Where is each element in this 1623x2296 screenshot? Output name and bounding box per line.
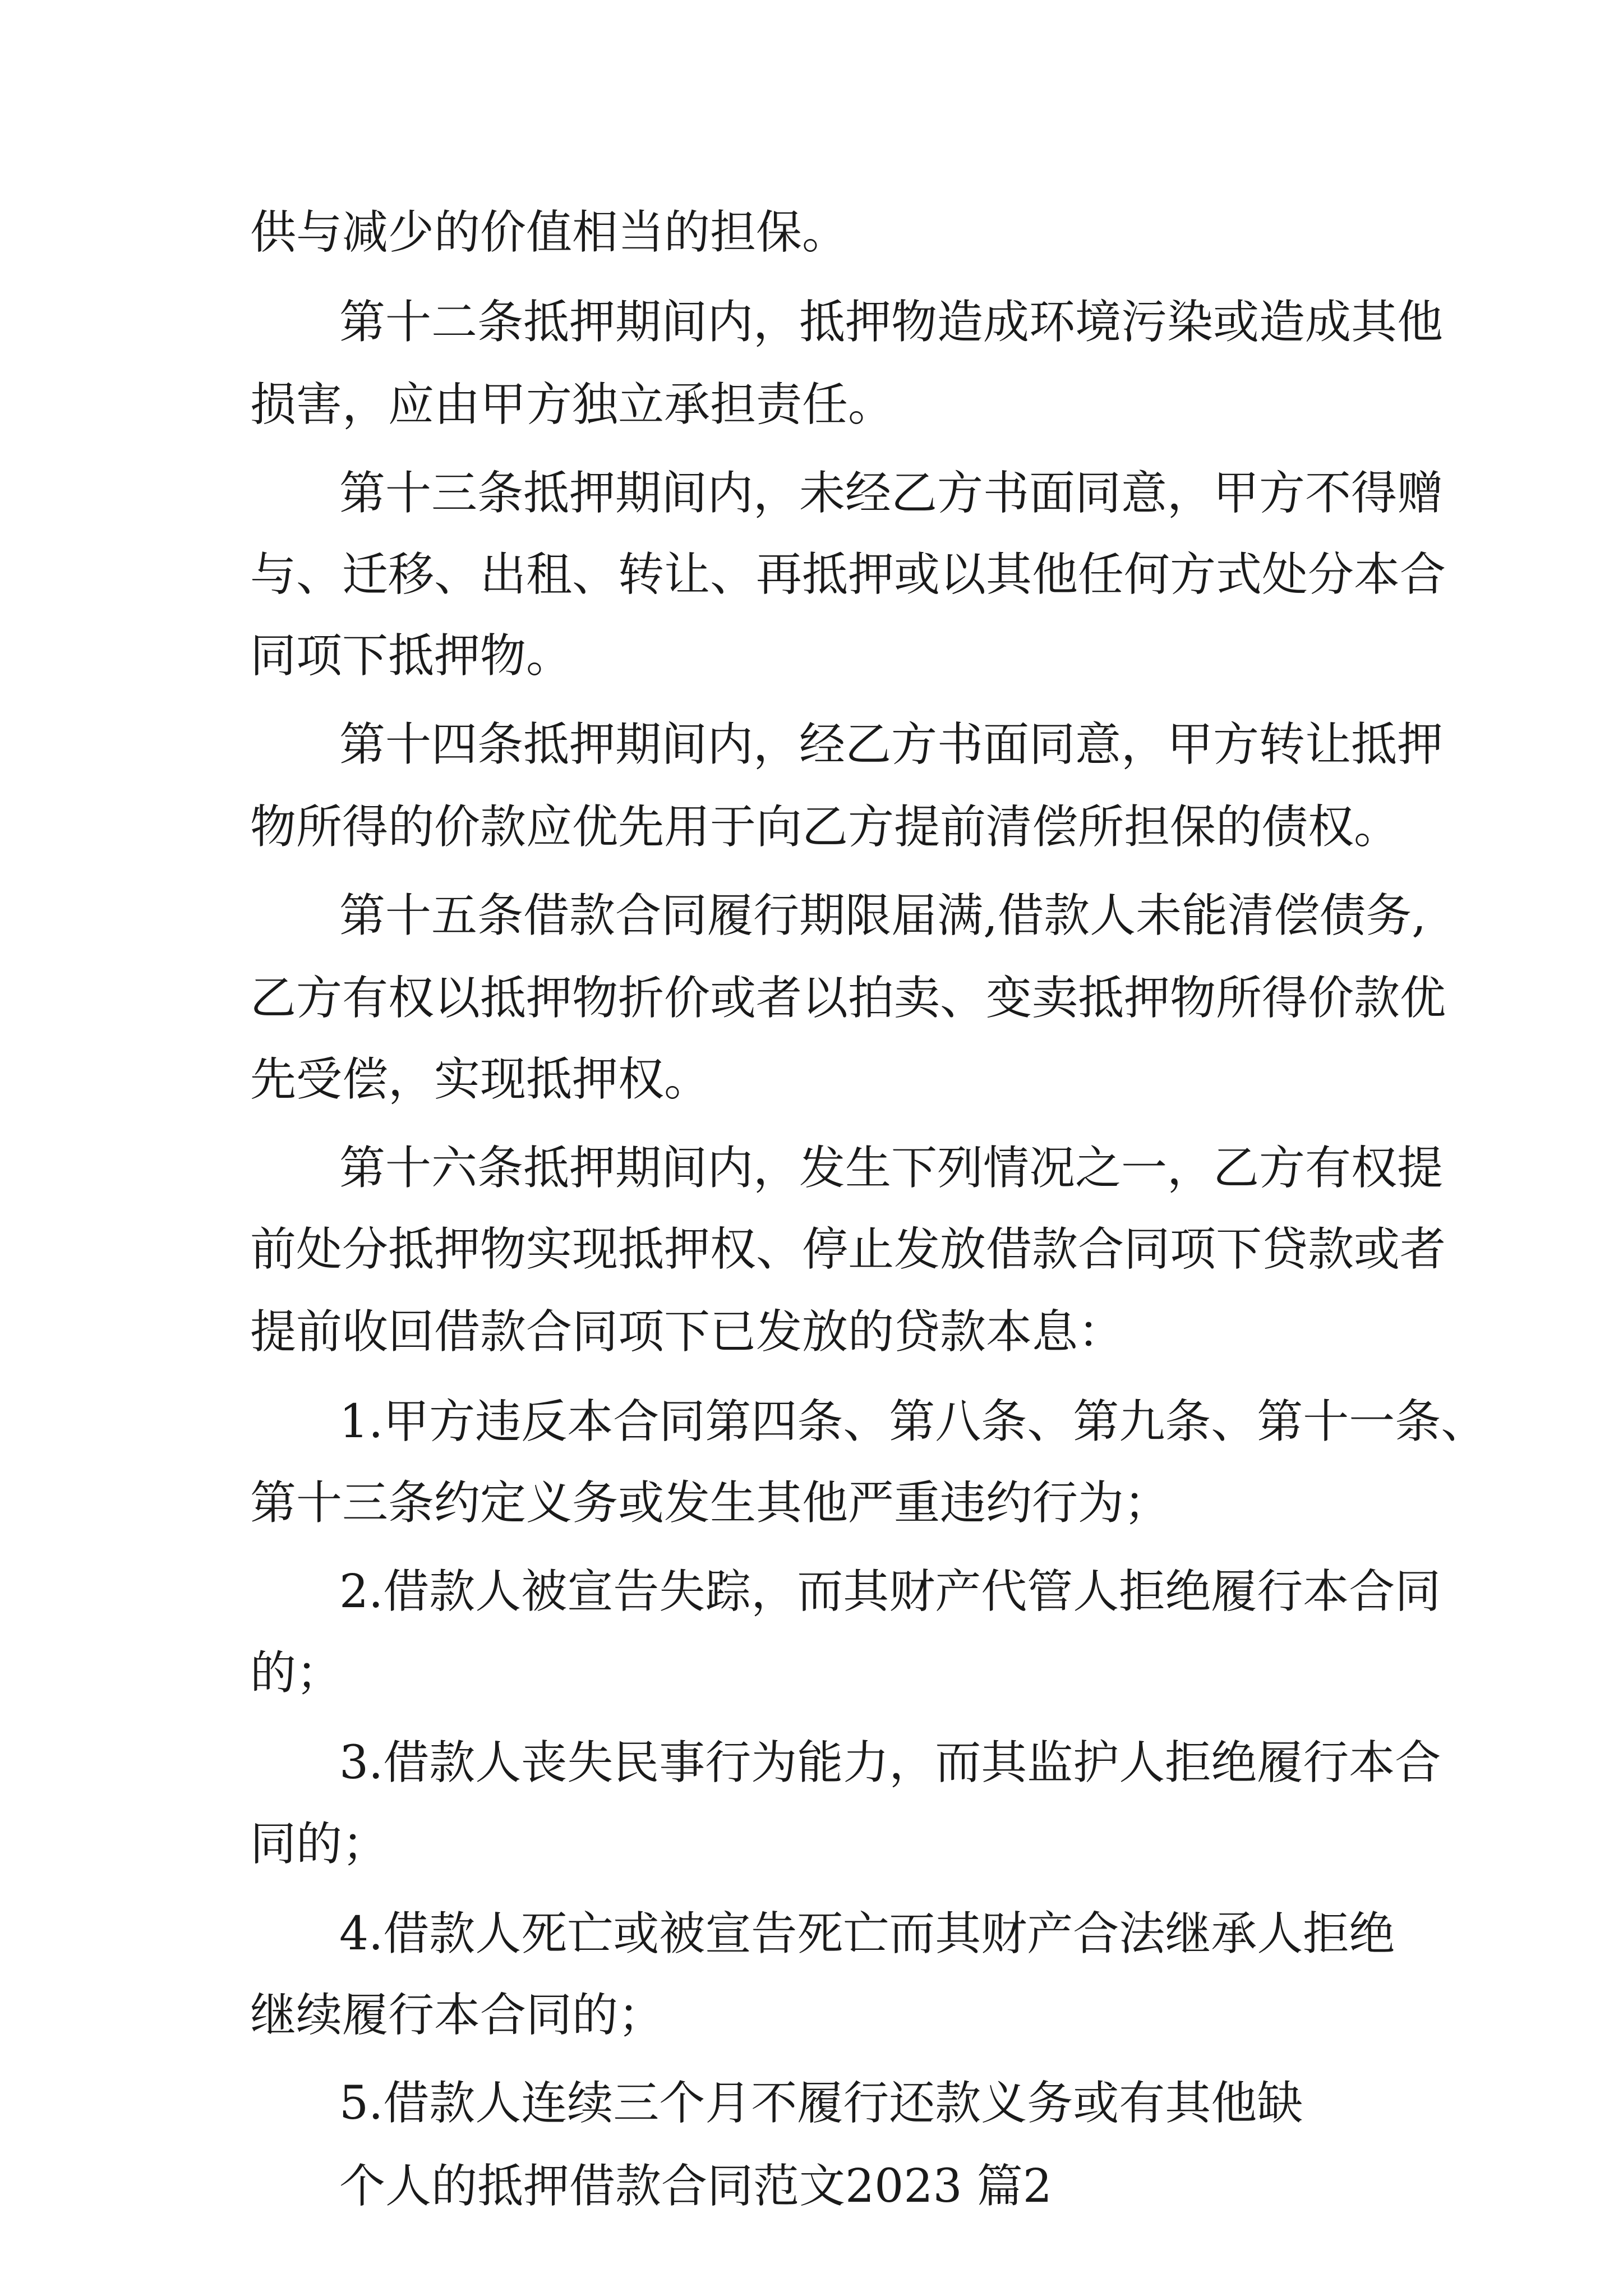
text-line: 前处分抵押物实现抵押权、停止发放借款合同项下贷款或者 xyxy=(250,1223,1446,1276)
text-line: 4.借款人死亡或被宣告死亡而其财产合法继承人拒绝 xyxy=(339,1907,1395,1961)
text-line: 的； xyxy=(250,1646,343,1700)
text-line: 2.借款人被宣告失踪，而其财产代管人拒绝履行本合同 xyxy=(339,1565,1441,1618)
text-line: 第十五条借款合同履行期限届满,借款人未能清偿债务, xyxy=(339,889,1427,942)
text-line: 提前收回借款合同项下已发放的贷款本息： xyxy=(250,1305,1124,1359)
text-line: 与、迁移、出租、转让、再抵押或以其他任何方式处分本合 xyxy=(250,548,1446,601)
text-line: 继续履行本合同的； xyxy=(250,1989,665,2042)
text-line: 5.借款人连续三个月不履行还款义务或有其他缺 xyxy=(339,2077,1303,2130)
text-line: 供与减少的价值相当的担保。 xyxy=(250,206,849,259)
text-line: 损害，应由甲方独立承担责任。 xyxy=(250,378,895,431)
text-line: 同的； xyxy=(250,1818,389,1871)
text-line: 第十三条抵押期间内，未经乙方书面同意，甲方不得赠 xyxy=(339,467,1444,520)
section-heading: 个人的抵押借款合同范文2023 篇2 xyxy=(339,2160,1052,2213)
text-line: 先受偿，实现抵押权。 xyxy=(250,1053,711,1106)
text-line: 同项下抵押物。 xyxy=(250,629,573,683)
text-line: 第十三条约定义务或发生其他严重违约行为； xyxy=(250,1476,1170,1530)
text-line: 第十四条抵押期间内，经乙方书面同意，甲方转让抵押 xyxy=(339,718,1444,771)
text-line: 物所得的价款应优先用于向乙方提前清偿所担保的债权。 xyxy=(250,800,1400,854)
text-line: 3.借款人丧失民事行为能力，而其监护人拒绝履行本合 xyxy=(339,1736,1441,1789)
text-line: 乙方有权以抵押物折价或者以拍卖、变卖抵押物所得价款优 xyxy=(250,972,1446,1025)
text-line: 1.甲方违反本合同第四条、第八条、第九条、第十一条、 xyxy=(339,1395,1487,1448)
text-line: 第十二条抵押期间内，抵押物造成环境污染或造成其他 xyxy=(339,296,1444,349)
text-line: 第十六条抵押期间内，发生下列情况之一，乙方有权提 xyxy=(339,1142,1444,1195)
